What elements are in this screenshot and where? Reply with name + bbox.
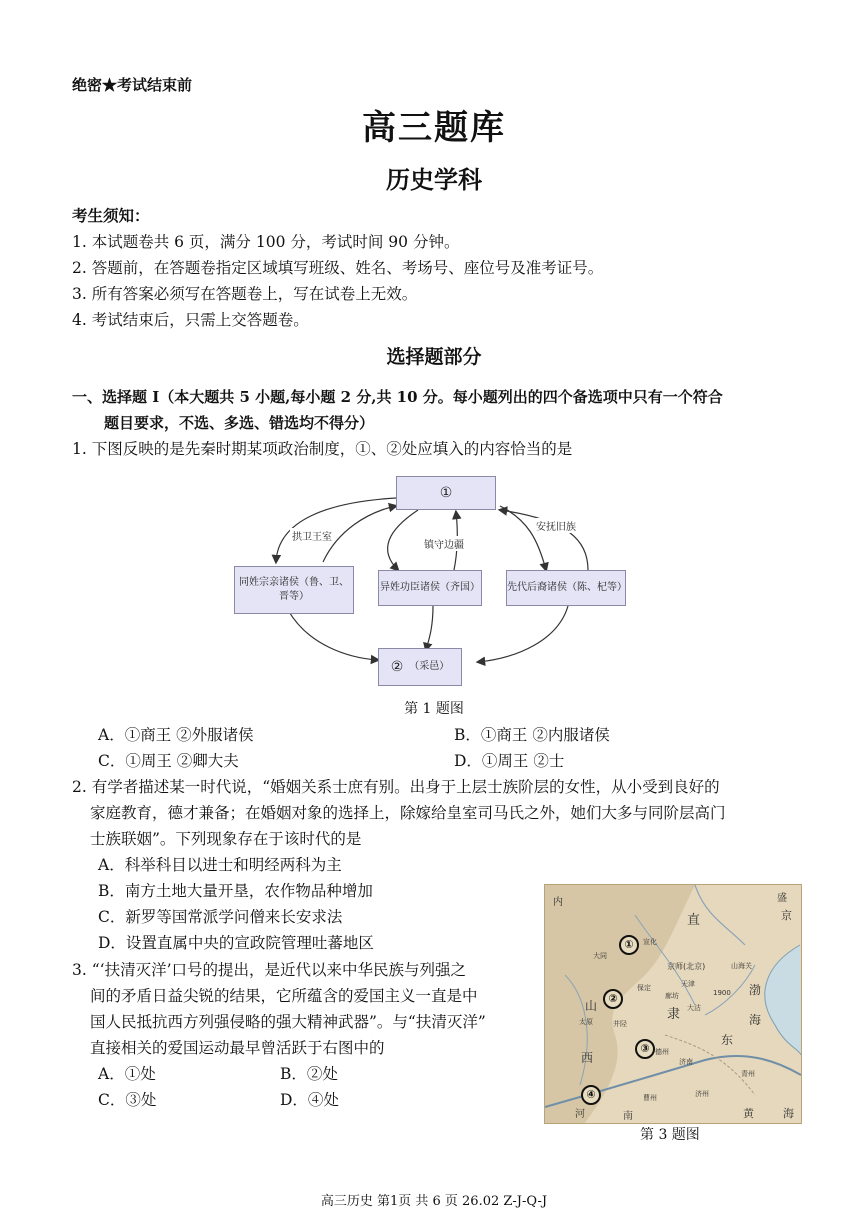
question-3-option-b: B．②处 <box>280 1065 338 1083</box>
question-3-caption: 第 3 题图 <box>640 1127 700 1143</box>
map-marker-3: ③ <box>635 1039 655 1059</box>
map-region-nei: 内 <box>553 897 563 908</box>
diagram-bottom-box-mark: ② <box>390 659 404 675</box>
notice-item: 1. 本试题卷共 6 页，满分 100 分，考试时间 90 分钟。 <box>72 233 460 251</box>
map-place-caozhou: 曹州 <box>643 1094 657 1102</box>
notice-item: 4. 考试结束后，只需上交答题卷。 <box>72 311 309 329</box>
diagram-middle-box <box>378 570 482 606</box>
map-place-xuanhua: 宣化 <box>643 938 657 946</box>
question-1-option-a: A．①商王 ②外服诸侯 <box>98 726 254 744</box>
diagram-left-box-line2: 晋等） <box>279 591 309 602</box>
map-region-bo: 渤 <box>749 983 762 997</box>
question-3-stem-cont: 国人民抵抗西方列强侵略的强大精神武器”。与“扶清灭洋” <box>90 1013 486 1031</box>
diagram-top-box-text: ① <box>439 485 453 501</box>
section-title: 选择题部分 <box>386 346 482 368</box>
map-place-datong: 大同 <box>593 952 607 960</box>
map-place-langfang: 廊坊 <box>665 992 679 1000</box>
question-2-option-c: C．新罗等国常派学问僧来长安求法 <box>98 908 343 926</box>
diagram-label-middle: 镇守边疆 <box>422 536 466 551</box>
map-region-nan: 南 <box>623 1111 633 1122</box>
map-place-year: 1900 <box>713 989 731 997</box>
question-2-option-a: A．科举科目以进士和明经两科为主 <box>98 856 342 874</box>
diagram-left-box-line1: 同姓宗亲诸侯（鲁、卫、 <box>239 577 349 588</box>
map-place-jingshi: 京师(北京) <box>667 962 706 971</box>
question-2-option-d: D．设置直属中央的宣政院管理吐蕃地区 <box>98 934 374 952</box>
map-region-zhi: 直 <box>687 913 701 928</box>
question-1-option-c: C．①周王 ②卿大夫 <box>98 752 239 770</box>
map-region-he: 河 <box>575 1109 585 1120</box>
question-1-option-d: D．①周王 ②士 <box>454 752 565 770</box>
question-1-stem: 1. 下图反映的是先秦时期某项政治制度，①、②处应填入的内容恰当的是 <box>72 440 573 458</box>
map-region-xi: 西 <box>581 1051 594 1065</box>
question-3-option-a: A．①处 <box>98 1065 156 1083</box>
map-region-hai: 海 <box>749 1013 762 1027</box>
diagram-middle-box-text: 异姓功臣诸侯（齐国） <box>380 582 480 593</box>
question-2-stem: 2. 有学者描述某一时代说，“婚姻关系士庶有别。出身于上层士族阶层的女性，从小受到良好的 <box>72 778 720 796</box>
diagram-right-box <box>506 570 626 606</box>
diagram-right-box-text: 先代后裔诸侯（陈、杞等） <box>507 582 627 593</box>
diagram-label-right: 安抚旧族 <box>534 518 578 533</box>
exam-title: 高三题库 <box>362 108 506 148</box>
question-1-option-b: B．①商王 ②内服诸侯 <box>454 726 610 744</box>
map-region-huang: 黄 <box>743 1107 754 1120</box>
map-marker-4: ④ <box>581 1085 601 1105</box>
part-instructions: 一、选择题 I（本大题共 5 小题,每小题 2 分,共 10 分。每小题列出的四个备选项中只有一个符合 <box>72 388 723 406</box>
map-place-dezhou: 德州 <box>655 1048 669 1056</box>
diagram-top-box <box>396 476 496 510</box>
question-3-option-d: D．④处 <box>280 1091 339 1109</box>
page-footer: 高三历史 第1页 共 6 页 26.02 Z-J-Q-J <box>320 1194 548 1209</box>
map-place-tianjin: 天津 <box>681 980 695 988</box>
question-3-stem-cont: 直接相关的爱国运动最早曾活跃于右图中的 <box>90 1039 385 1057</box>
exam-subject: 历史学科 <box>386 165 482 194</box>
question-1-diagram <box>228 470 638 692</box>
diagram-bottom-box-text: （采邑） <box>409 661 450 672</box>
question-3-map <box>544 884 802 1124</box>
map-place-dagu: 大沽 <box>687 1004 701 1012</box>
question-2-option-b: B．南方土地大量开垦，农作物品种增加 <box>98 882 373 900</box>
notice-item: 3. 所有答案必须写在答题卷上，写在试卷上无效。 <box>72 285 418 303</box>
map-place-baoding: 保定 <box>637 984 651 992</box>
notice-heading: 考生须知： <box>72 206 150 225</box>
notice-item: 2. 答题前，在答题卷指定区域填写班级、姓名、考场号、座位号及准考证号。 <box>72 259 604 277</box>
diagram-label-left: 拱卫王室 <box>290 528 334 543</box>
map-place-jinan: 济南 <box>679 1058 693 1066</box>
map-place-jingxing: 井陉 <box>613 1020 627 1028</box>
map-marker-1: ① <box>619 935 639 955</box>
diagram-left-box <box>234 566 354 614</box>
map-place-qingzhou: 青州 <box>741 1070 755 1078</box>
map-region-sheng: 盛 <box>777 893 787 904</box>
question-2-stem-cont: 家庭教育，德才兼备；在婚姻对象的选择上，除嫁给皇室司马氏之外，她们大多与同阶层高门 <box>90 804 726 822</box>
part-instructions-cont: 题目要求，不选、多选、错选均不得分） <box>104 414 375 432</box>
question-3-stem: 3. “‘扶清灭洋’口号的提出，是近代以来中华民族与列强之 <box>72 961 466 979</box>
map-place-shanhaiguan: 山海关 <box>731 962 752 970</box>
question-3-stem-cont: 间的矛盾日益尖锐的结果，它所蕴含的爱国主义一直是中 <box>90 987 478 1005</box>
map-region-jing: 京 <box>781 909 792 922</box>
map-region-shan: 山 <box>585 999 598 1013</box>
map-region-dong: 东 <box>721 1033 734 1047</box>
diagram-bottom-box <box>378 648 462 686</box>
confidential-label: 绝密★考试结束前 <box>72 76 193 94</box>
question-3-option-c: C．③处 <box>98 1091 157 1109</box>
map-marker-2: ② <box>603 989 623 1009</box>
map-place-taiyuan: 太原 <box>579 1018 593 1026</box>
map-region-hai2: 海 <box>783 1107 794 1120</box>
question-1-caption: 第 1 题图 <box>404 701 464 717</box>
map-region-li: 隶 <box>667 1007 681 1022</box>
map-place-jining: 济州 <box>695 1090 709 1098</box>
question-2-stem-cont: 士族联姻”。下列现象存在于该时代的是 <box>90 830 362 848</box>
